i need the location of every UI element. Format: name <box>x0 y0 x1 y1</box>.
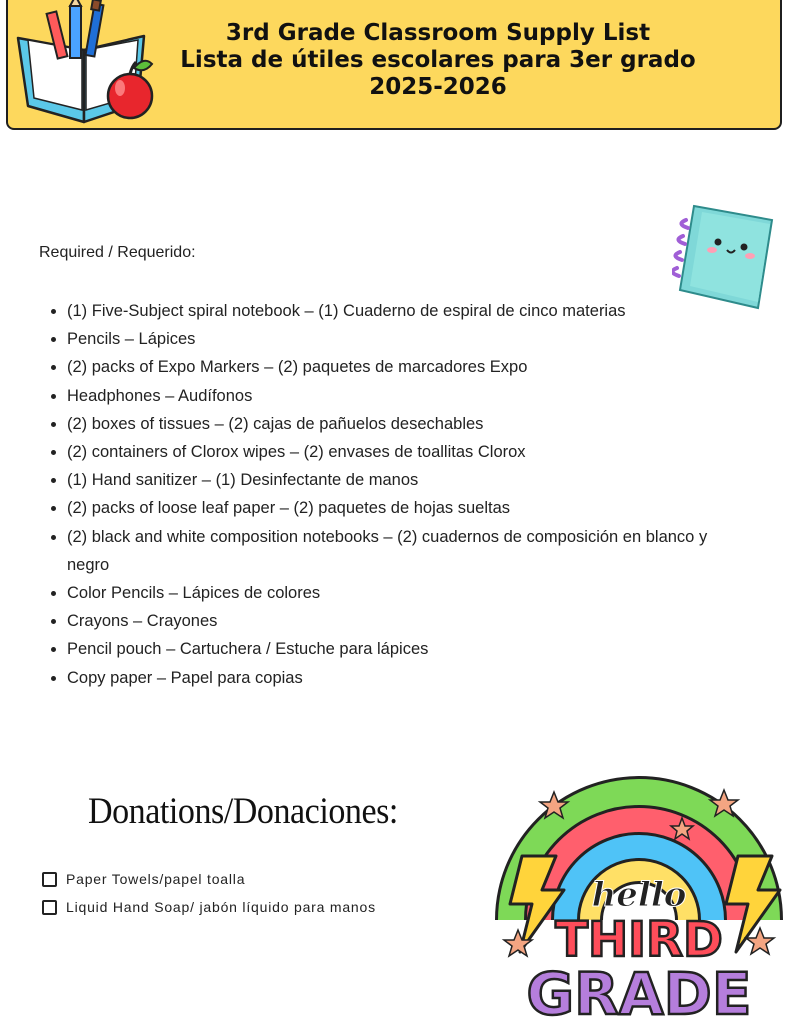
list-item: • Color Pencils – Lápices de colores <box>67 579 717 607</box>
page-title <box>158 20 718 101</box>
donation-item-paper-towels[interactable] <box>42 871 245 887</box>
required-supply-list <box>47 297 717 692</box>
list-item: • (1) Five-Subject spiral notebook – (1) Cuaderno de espiral de cinco materias <box>67 297 717 325</box>
list-item: • (2) packs of Expo Markers – (2) paquetes de marcadores Expo <box>67 353 717 381</box>
checkbox[interactable] <box>42 872 57 887</box>
sticker-hello-text: hello <box>591 875 687 915</box>
list-item: • Pencil pouch – Cartuchera / Estuche para lápices <box>67 635 717 663</box>
header-banner <box>6 0 782 130</box>
list-item: • Headphones – Audífonos <box>67 382 717 410</box>
donation-item-hand-soap[interactable] <box>42 899 376 915</box>
donation-label: Liquid Hand Soap/ jabón líquido para manos <box>66 899 376 915</box>
list-item: • Crayons – Crayones <box>67 607 717 635</box>
sticker-third-text: THIRD <box>555 912 723 968</box>
list-item: • (2) packs of loose leaf paper – (2) paquetes de hojas sueltas <box>67 494 717 522</box>
list-item: • (2) containers of Clorox wipes – (2) envases de toallitas Clorox <box>67 438 717 466</box>
required-heading: Required / Requerido: <box>39 244 196 261</box>
book-pencils-apple-icon <box>12 0 162 126</box>
list-item: • (2) boxes of tissues – (2) cajas de pañuelos desechables <box>67 410 717 438</box>
list-item: • (1) Hand sanitizer – (1) Desinfectante de manos <box>67 466 717 494</box>
school-year: 2025-2026 <box>369 74 507 100</box>
list-item: • Pencils – Lápices <box>67 325 717 353</box>
donations-heading: Donations/Donaciones: <box>88 791 398 832</box>
list-item: • Copy paper – Papel para copias <box>67 664 717 692</box>
title-spanish: Lista de útiles escolares para 3er grado <box>180 47 696 73</box>
checkbox[interactable] <box>42 900 57 915</box>
title-english: 3rd Grade Classroom Supply List <box>225 20 651 46</box>
sticker-grade-text: GRADE <box>526 960 752 1022</box>
list-item: • (2) black and white composition notebooks – (2) cuadernos de composición en blanco y negro <box>67 523 717 579</box>
hello-third-grade-rainbow-icon <box>492 770 786 1022</box>
donation-label: Paper Towels/papel toalla <box>66 871 246 887</box>
